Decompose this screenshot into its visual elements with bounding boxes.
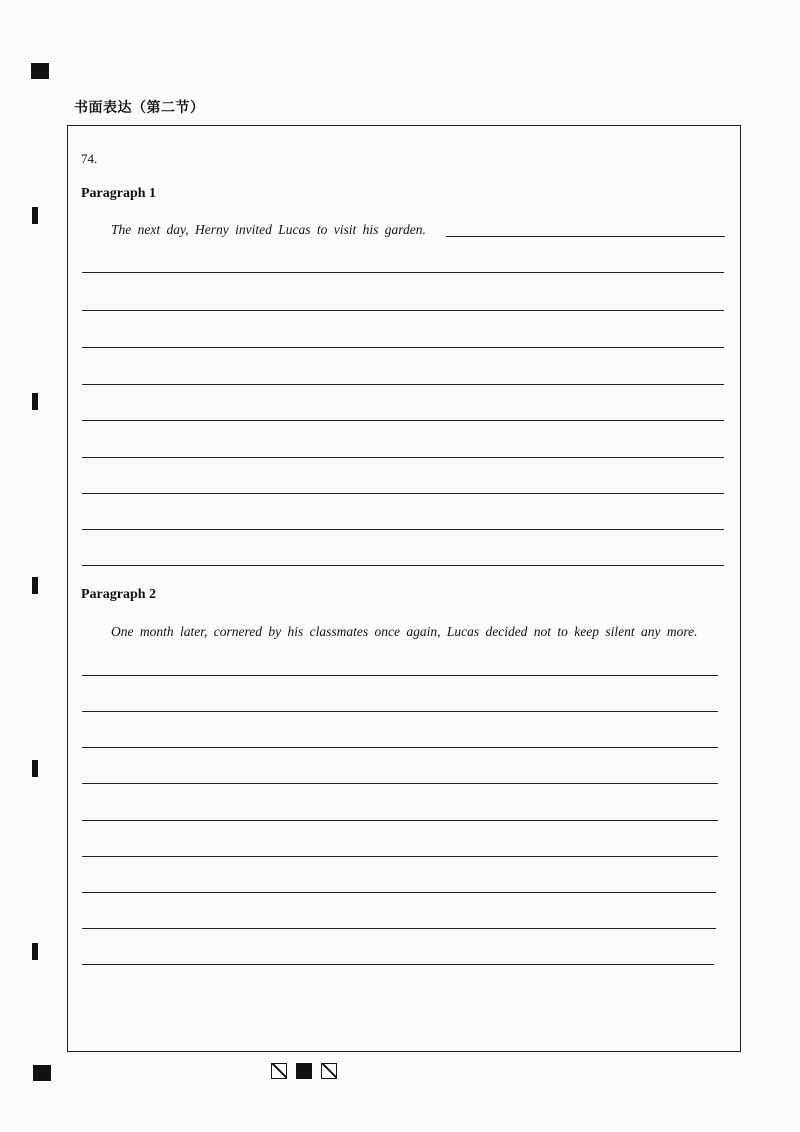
- paragraph-1-writing-line[interactable]: [82, 384, 724, 385]
- registration-mark-top-left: [31, 63, 49, 79]
- paragraph-1-writing-line[interactable]: [82, 457, 724, 458]
- paragraph-2-writing-line[interactable]: [82, 964, 714, 965]
- timing-mark: [32, 577, 38, 594]
- registration-mark-bottom-left: [33, 1065, 51, 1081]
- answer-sheet-marks: [271, 1063, 337, 1079]
- paragraph-2-heading: Paragraph 2: [81, 587, 157, 602]
- paragraph-2-writing-line[interactable]: [82, 856, 718, 857]
- filled-box-icon: [296, 1063, 312, 1079]
- slashed-box-icon: [321, 1063, 337, 1079]
- slashed-box-icon: [271, 1063, 287, 1079]
- timing-mark: [32, 943, 38, 960]
- paragraph-2-writing-line[interactable]: [82, 675, 718, 676]
- paragraph-1-writing-line[interactable]: [82, 529, 724, 530]
- paragraph-1-writing-line[interactable]: [82, 347, 724, 348]
- paragraph-1-writing-line[interactable]: [82, 272, 724, 273]
- paragraph-2-writing-line[interactable]: [82, 747, 718, 748]
- timing-mark: [32, 207, 38, 224]
- paragraph-1-first-line[interactable]: [446, 236, 725, 237]
- paragraph-1-prompt: The next day, Herny invited Lucas to visit his garden.: [111, 222, 426, 237]
- paragraph-1-heading: Paragraph 1: [81, 186, 157, 201]
- paragraph-2-writing-line[interactable]: [82, 820, 718, 821]
- paragraph-2-writing-line[interactable]: [82, 711, 718, 712]
- paragraph-2-writing-line[interactable]: [82, 892, 716, 893]
- paragraph-1-writing-line[interactable]: [82, 310, 724, 311]
- paragraph-1-writing-line[interactable]: [82, 420, 724, 421]
- question-number: 74.: [81, 151, 98, 166]
- paragraph-1-writing-line[interactable]: [82, 565, 724, 566]
- answer-area[interactable]: [67, 125, 741, 1052]
- paragraph-2-writing-line[interactable]: [82, 783, 718, 784]
- paragraph-1-writing-line[interactable]: [82, 493, 724, 494]
- timing-mark: [32, 760, 38, 777]
- paragraph-2-prompt: One month later, cornered by his classmates once again, Lucas decided not to keep silent any more.: [111, 624, 698, 639]
- timing-mark: [32, 393, 38, 410]
- paragraph-2-writing-line[interactable]: [82, 928, 716, 929]
- section-title: 书面表达（第二节）: [74, 100, 205, 116]
